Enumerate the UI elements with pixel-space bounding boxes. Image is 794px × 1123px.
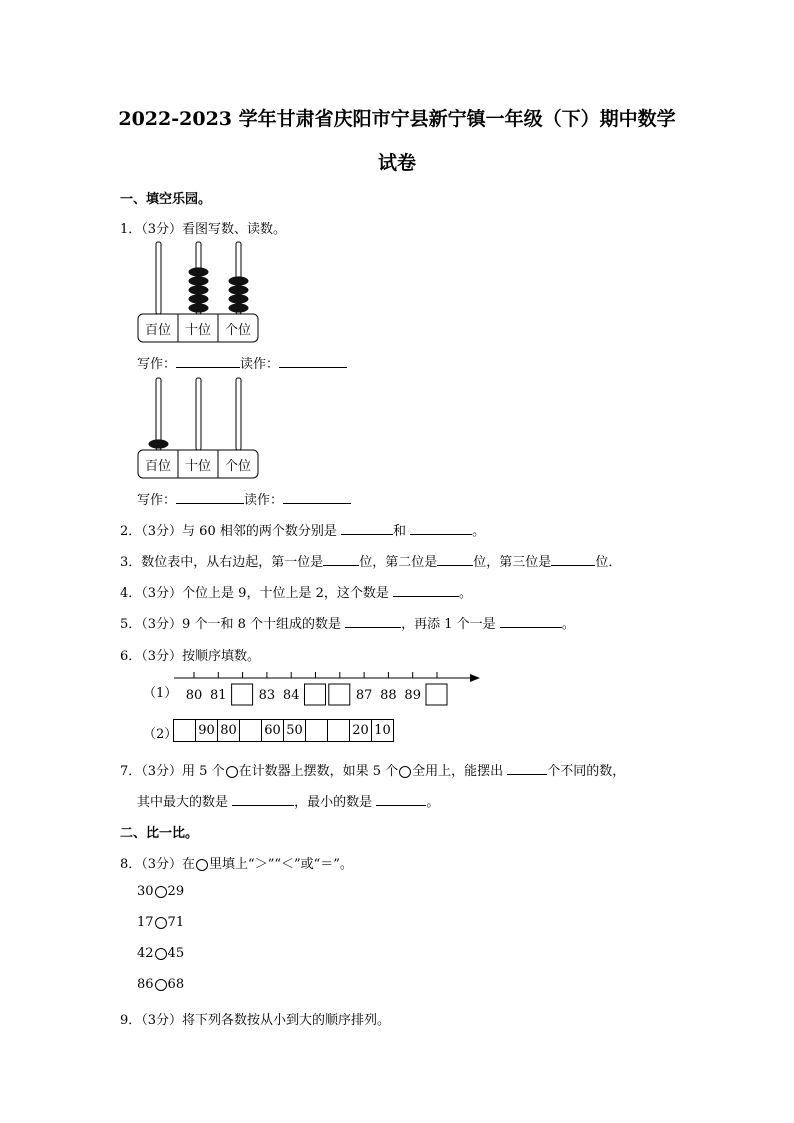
question-7-line2: 其中最大的数是 ，最小的数是 。: [137, 795, 440, 810]
question-9: 9．（3分）将下列各数按从小到大的顺序排列。: [120, 1013, 391, 1028]
number-line-label: 87: [355, 688, 373, 703]
abacus-1-bead: [229, 303, 249, 312]
q6-row2-label: （2）: [143, 727, 178, 742]
q7-blank-2[interactable]: [232, 793, 294, 806]
abacus-1-label-tens: 十位: [184, 323, 212, 338]
abacus-2-label-hundreds: 百位: [144, 459, 172, 474]
question-5: 5．（3分）9 个一和 8 个十组成的数是 ，再添 1 个一是 。: [120, 617, 575, 632]
question-6: 6．（3分）按顺序填数。: [120, 649, 261, 664]
circle-icon: [226, 766, 238, 778]
q6-row1-label: （1）: [143, 686, 178, 701]
number-line-label: 81: [210, 688, 227, 703]
row2-number-cell: 50: [283, 720, 305, 741]
write-label: 写作：: [137, 493, 177, 508]
exam-title-line1: 2022-2023 学年甘肃省庆阳市宁县新宁镇一年级（下）期中数学: [118, 108, 676, 130]
abacus-1-bead: [189, 276, 209, 285]
circle-icon: [399, 766, 411, 778]
number-line-label: 83: [258, 688, 276, 703]
question-2: 2．（3分）与 60 相邻的两个数分别是 和 。: [120, 524, 486, 539]
q5-blank-1[interactable]: [345, 615, 401, 628]
q3-blank-2[interactable]: [437, 553, 473, 566]
number-line-label: 84: [282, 688, 300, 703]
q2-blank-1[interactable]: [341, 522, 393, 535]
question-3: 3．数位表中，从右边起，第一位是 位，第二位是 位，第三位是 位．: [120, 555, 622, 570]
number-line-answer-box[interactable]: [426, 684, 447, 705]
section-1-heading: 一、填空乐园。: [120, 192, 212, 207]
section-2-heading: 二、比一比。: [120, 826, 199, 841]
number-line-answer-box[interactable]: [305, 684, 326, 705]
read-blank-2[interactable]: [283, 491, 351, 504]
compare-item-2: 17 71: [137, 915, 185, 930]
q7-blank-3[interactable]: [376, 793, 426, 806]
number-line-label: 80: [185, 688, 203, 703]
row2-answer-cell[interactable]: [239, 720, 261, 741]
row2-answer-cell[interactable]: [305, 720, 327, 741]
abacus-1-bead: [189, 285, 209, 294]
abacus-1-bead: [189, 294, 209, 303]
row2-number-cell: 60: [261, 720, 283, 741]
q6-row2-table: [173, 719, 394, 742]
row2-number-cell: 90: [195, 720, 217, 741]
compare-item-3: 42 45: [137, 946, 185, 961]
question-1: 1．（3分）看图写数、读数。: [120, 222, 287, 237]
q3-blank-1[interactable]: [323, 553, 359, 566]
row2-answer-cell[interactable]: [174, 720, 195, 741]
abacus-2-answer-line: [137, 489, 351, 508]
compare-circle-2[interactable]: [155, 917, 167, 929]
exam-title-line2: 试卷: [377, 152, 416, 174]
abacus-1: [136, 238, 260, 344]
read-label: 读作：: [244, 493, 284, 508]
compare-circle-3[interactable]: [155, 948, 167, 960]
question-8: 8．（3分）在 里填上“＞”“＜”或“＝”。: [120, 857, 353, 872]
abacus-1-bead: [229, 285, 249, 294]
abacus-2-label-ones: 个位: [224, 459, 252, 474]
row2-number-cell: 10: [371, 720, 393, 741]
write-blank-2[interactable]: [176, 491, 244, 504]
q4-blank[interactable]: [393, 584, 459, 597]
number-line-answer-box[interactable]: [329, 684, 350, 705]
row2-number-cell: 80: [217, 720, 239, 741]
q7-blank-1[interactable]: [507, 762, 547, 775]
abacus-1-bead: [189, 267, 209, 276]
number-line-label: 89: [404, 688, 421, 703]
number-line-label: 88: [380, 688, 397, 703]
abacus-1-bead: [229, 276, 249, 285]
q5-blank-2[interactable]: [500, 615, 562, 628]
abacus-2-bead: [149, 439, 169, 448]
question-7-line1: 7．（3分）用 5 个 在计数器上摆数，如果 5 个 全用上，能摆出 个不同的数，: [120, 764, 626, 779]
compare-item-1: 30 29: [137, 884, 185, 899]
abacus-1-answer-line: [137, 353, 347, 372]
abacus-1-label-hundreds: 百位: [144, 323, 172, 338]
question-4: 4．（3分）个位上是 9，十位上是 2，这个数是 。: [120, 586, 473, 601]
abacus-2-label-tens: 十位: [184, 459, 212, 474]
abacus-1-bead: [189, 303, 209, 312]
abacus-1-bead: [229, 294, 249, 303]
circle-icon: [196, 859, 208, 871]
number-line-answer-box[interactable]: [232, 684, 253, 705]
compare-circle-1[interactable]: [155, 886, 167, 898]
write-label: 写作：: [137, 357, 177, 372]
read-label: 读作：: [240, 357, 280, 372]
q3-blank-3[interactable]: [551, 553, 595, 566]
write-blank-1[interactable]: [176, 355, 240, 368]
row2-answer-cell[interactable]: [327, 720, 349, 741]
compare-item-4: 86 68: [137, 977, 185, 992]
number-line: [170, 666, 482, 710]
row2-number-cell: 20: [349, 720, 371, 741]
compare-circle-4[interactable]: [155, 979, 167, 991]
read-blank-1[interactable]: [279, 355, 347, 368]
abacus-2: [136, 374, 260, 480]
q2-blank-2[interactable]: [410, 522, 472, 535]
abacus-1-label-ones: 个位: [224, 323, 252, 338]
